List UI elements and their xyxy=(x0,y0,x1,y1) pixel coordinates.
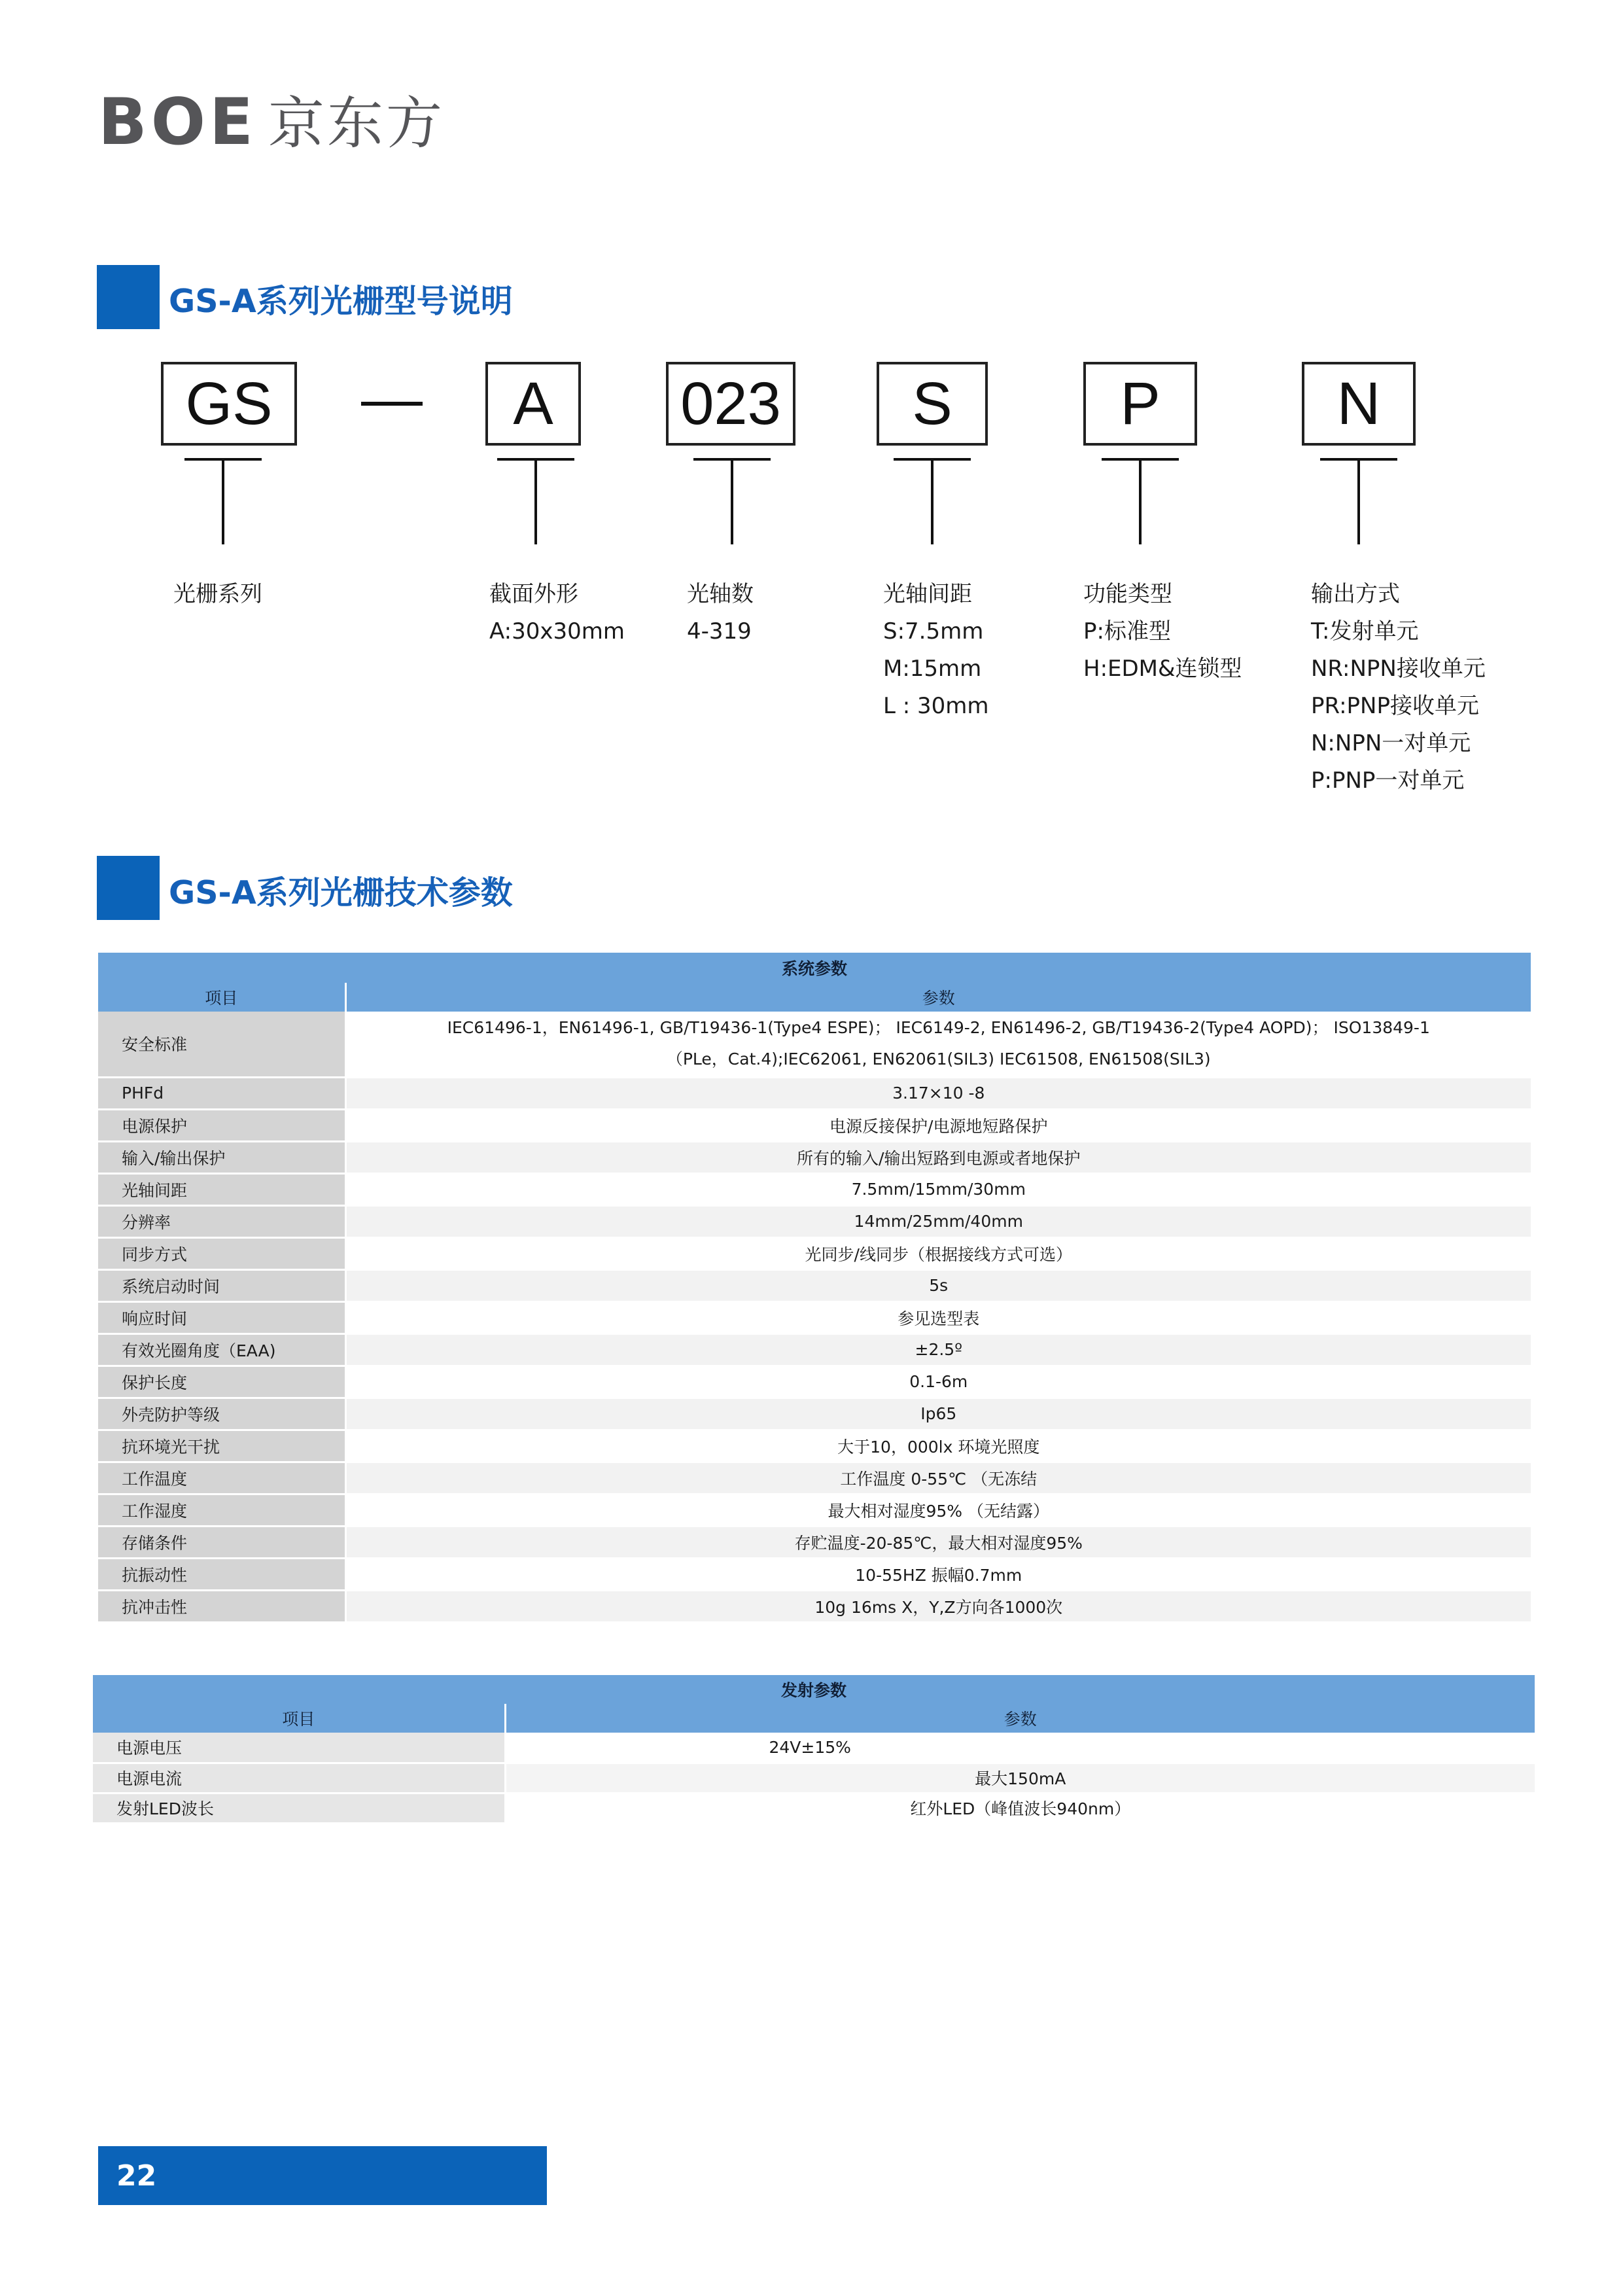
row-item-label: 电源电流 xyxy=(93,1763,505,1793)
table-header-row xyxy=(93,1704,1535,1733)
table-row xyxy=(98,1430,1531,1462)
row-value: 最大相对湿度95% （无结露） xyxy=(345,1494,1531,1526)
page-number: 22 xyxy=(116,2159,157,2193)
model-desc-line: M:15mm xyxy=(883,656,982,682)
section-marker-block xyxy=(97,265,160,329)
connector-stem xyxy=(731,458,733,544)
row-item-label: 抗冲击性 xyxy=(98,1590,345,1622)
model-code-box-axes: 023 xyxy=(666,362,795,446)
row-item-label: 分辨率 xyxy=(98,1205,345,1237)
table-row xyxy=(98,1077,1531,1109)
row-value: 0.1-6m xyxy=(345,1366,1531,1398)
row-item-label: 安全标准 xyxy=(98,1012,345,1077)
model-desc-line: 光轴间距 xyxy=(883,581,972,607)
row-value: 14mm/25mm/40mm xyxy=(345,1205,1531,1237)
section-marker-block xyxy=(97,856,160,920)
model-desc-line: 光栅系列 xyxy=(173,581,262,607)
row-item-label: 电源保护 xyxy=(98,1109,345,1141)
table-row xyxy=(98,1237,1531,1269)
table-row xyxy=(98,1462,1531,1494)
table-row xyxy=(98,1301,1531,1333)
row-value: 24V±15% xyxy=(505,1733,1535,1763)
connector-stem xyxy=(1139,458,1142,544)
model-desc-line: 光轴数 xyxy=(687,581,754,607)
row-value: ±2.5º xyxy=(345,1333,1531,1366)
section-title-model: GS-A系列光栅型号说明 xyxy=(169,283,513,320)
row-value: 红外LED（峰值波长940nm） xyxy=(505,1793,1535,1823)
row-item-label: PHFd xyxy=(98,1077,345,1109)
row-item-label: 抗振动性 xyxy=(98,1558,345,1590)
model-desc-line: P:标准型 xyxy=(1083,618,1171,645)
model-desc-line: 4-319 xyxy=(687,618,752,645)
model-code-box-function: P xyxy=(1083,362,1197,446)
row-item-label: 输入/输出保护 xyxy=(98,1141,345,1173)
model-desc-line: L : 30mm xyxy=(883,693,989,719)
table-row xyxy=(98,1205,1531,1237)
model-desc-spacing xyxy=(883,576,989,725)
table-header-row xyxy=(98,983,1531,1012)
model-code-box-shape: A xyxy=(485,362,581,446)
model-desc-line: P:PNP一对单元 xyxy=(1311,768,1465,794)
model-desc-line: N:NPN一对单元 xyxy=(1311,730,1471,756)
row-item-label: 同步方式 xyxy=(98,1237,345,1269)
row-value: 存贮温度-20-85℃，最大相对湿度95% xyxy=(345,1526,1531,1558)
row-item-label: 响应时间 xyxy=(98,1301,345,1333)
model-desc-shape xyxy=(489,576,625,650)
model-code-box-spacing: S xyxy=(877,362,988,446)
table-band-title: 系统参数 xyxy=(98,953,1531,983)
table-band-title: 发射参数 xyxy=(93,1675,1535,1704)
column-header-param: 参数 xyxy=(505,1704,1535,1733)
column-header-item: 项目 xyxy=(93,1704,505,1733)
row-item-label: 存储条件 xyxy=(98,1526,345,1558)
column-header-param: 参数 xyxy=(345,983,1531,1012)
table-band-row xyxy=(93,1675,1535,1704)
table-row xyxy=(98,1366,1531,1398)
model-desc-function xyxy=(1083,576,1242,688)
row-value: 所有的输入/输出短路到电源或者地保护 xyxy=(345,1141,1531,1173)
row-value: 5s xyxy=(345,1269,1531,1301)
column-header-item: 项目 xyxy=(98,983,345,1012)
row-value: 电源反接保护/电源地短路保护 xyxy=(345,1109,1531,1141)
row-item-label: 工作温度 xyxy=(98,1462,345,1494)
connector-stem xyxy=(1357,458,1360,544)
model-desc-series xyxy=(173,576,262,613)
model-code-box-series: GS xyxy=(161,362,297,446)
model-desc-line: NR:NPN接收单元 xyxy=(1311,656,1486,682)
row-value: 大于10，000lx 环境光照度 xyxy=(345,1430,1531,1462)
model-desc-line: S:7.5mm xyxy=(883,618,984,645)
table-row xyxy=(98,1398,1531,1430)
row-value: 3.17×10 -8 xyxy=(345,1077,1531,1109)
row-item-label: 保护长度 xyxy=(98,1366,345,1398)
model-desc-line: 输出方式 xyxy=(1311,581,1400,607)
model-code-box-output: N xyxy=(1302,362,1416,446)
row-item-label: 系统启动时间 xyxy=(98,1269,345,1301)
row-value: 10g 16ms X，Y,Z方向各1000次 xyxy=(345,1590,1531,1622)
table-row xyxy=(98,1141,1531,1173)
row-value-line: IEC61496-1，EN61496-1, GB/T19436-1(Type4 ESPE)； IEC6149-2, EN61496-2, GB/T19436-2(Type4 AOPD)； ISO13849-1 xyxy=(447,1018,1430,1038)
row-item-label: 外壳防护等级 xyxy=(98,1398,345,1430)
connector-stem xyxy=(534,458,537,544)
row-value-line: （PLe，Cat.4);IEC62061, EN62061(SIL3) IEC61508, EN61508(SIL3) xyxy=(666,1050,1211,1069)
table-row xyxy=(98,1333,1531,1366)
row-value: 7.5mm/15mm/30mm xyxy=(345,1173,1531,1205)
connector-stem xyxy=(931,458,934,544)
table-row xyxy=(93,1763,1535,1793)
row-value: 参见选型表 xyxy=(345,1301,1531,1333)
row-value: 工作温度 0-55℃ （无冻结 xyxy=(345,1462,1531,1494)
model-desc-output xyxy=(1311,576,1486,800)
table-row xyxy=(93,1733,1535,1763)
row-value xyxy=(345,1012,1531,1077)
table-band-row xyxy=(98,953,1531,983)
table-row xyxy=(98,1173,1531,1205)
section-title-specs: GS-A系列光栅技术参数 xyxy=(169,874,513,911)
model-desc-line: PR:PNP接收单元 xyxy=(1311,693,1479,719)
table-row xyxy=(98,1012,1531,1077)
row-item-label: 工作湿度 xyxy=(98,1494,345,1526)
table-body xyxy=(98,1012,1531,1622)
model-desc-line: H:EDM&连锁型 xyxy=(1083,656,1242,682)
model-desc-line: T:发射单元 xyxy=(1311,618,1419,645)
model-desc-axes xyxy=(687,576,754,650)
system-params-table xyxy=(98,953,1531,1623)
row-value: 光同步/线同步（根据接线方式可选） xyxy=(345,1237,1531,1269)
table-row xyxy=(98,1590,1531,1622)
model-desc-line: 截面外形 xyxy=(489,581,578,607)
row-item-label: 光轴间距 xyxy=(98,1173,345,1205)
connector-stem xyxy=(222,458,224,544)
row-item-label: 抗环境光干扰 xyxy=(98,1430,345,1462)
table-row xyxy=(93,1793,1535,1823)
emitter-params-table xyxy=(93,1675,1535,1824)
table-row xyxy=(98,1269,1531,1301)
model-desc-line: 功能类型 xyxy=(1083,581,1172,607)
model-desc-line: A:30x30mm xyxy=(489,618,625,645)
row-item-label: 有效光圈角度（EAA) xyxy=(98,1333,345,1366)
row-value: Ip65 xyxy=(345,1398,1531,1430)
row-value: 10-55HZ 振幅0.7mm xyxy=(345,1558,1531,1590)
row-item-label: 电源电压 xyxy=(93,1733,505,1763)
table-body xyxy=(93,1733,1535,1823)
row-value: 最大150mA xyxy=(505,1763,1535,1793)
model-code-dash xyxy=(361,402,423,406)
brand-logo-chinese: 京东方 xyxy=(268,91,445,156)
brand-logo-latin: BOE xyxy=(98,85,257,160)
row-item-label: 发射LED波长 xyxy=(93,1793,505,1823)
page-number-bar xyxy=(98,2146,547,2205)
table-row xyxy=(98,1526,1531,1558)
table-row xyxy=(98,1494,1531,1526)
table-row xyxy=(98,1109,1531,1141)
table-row xyxy=(98,1558,1531,1590)
